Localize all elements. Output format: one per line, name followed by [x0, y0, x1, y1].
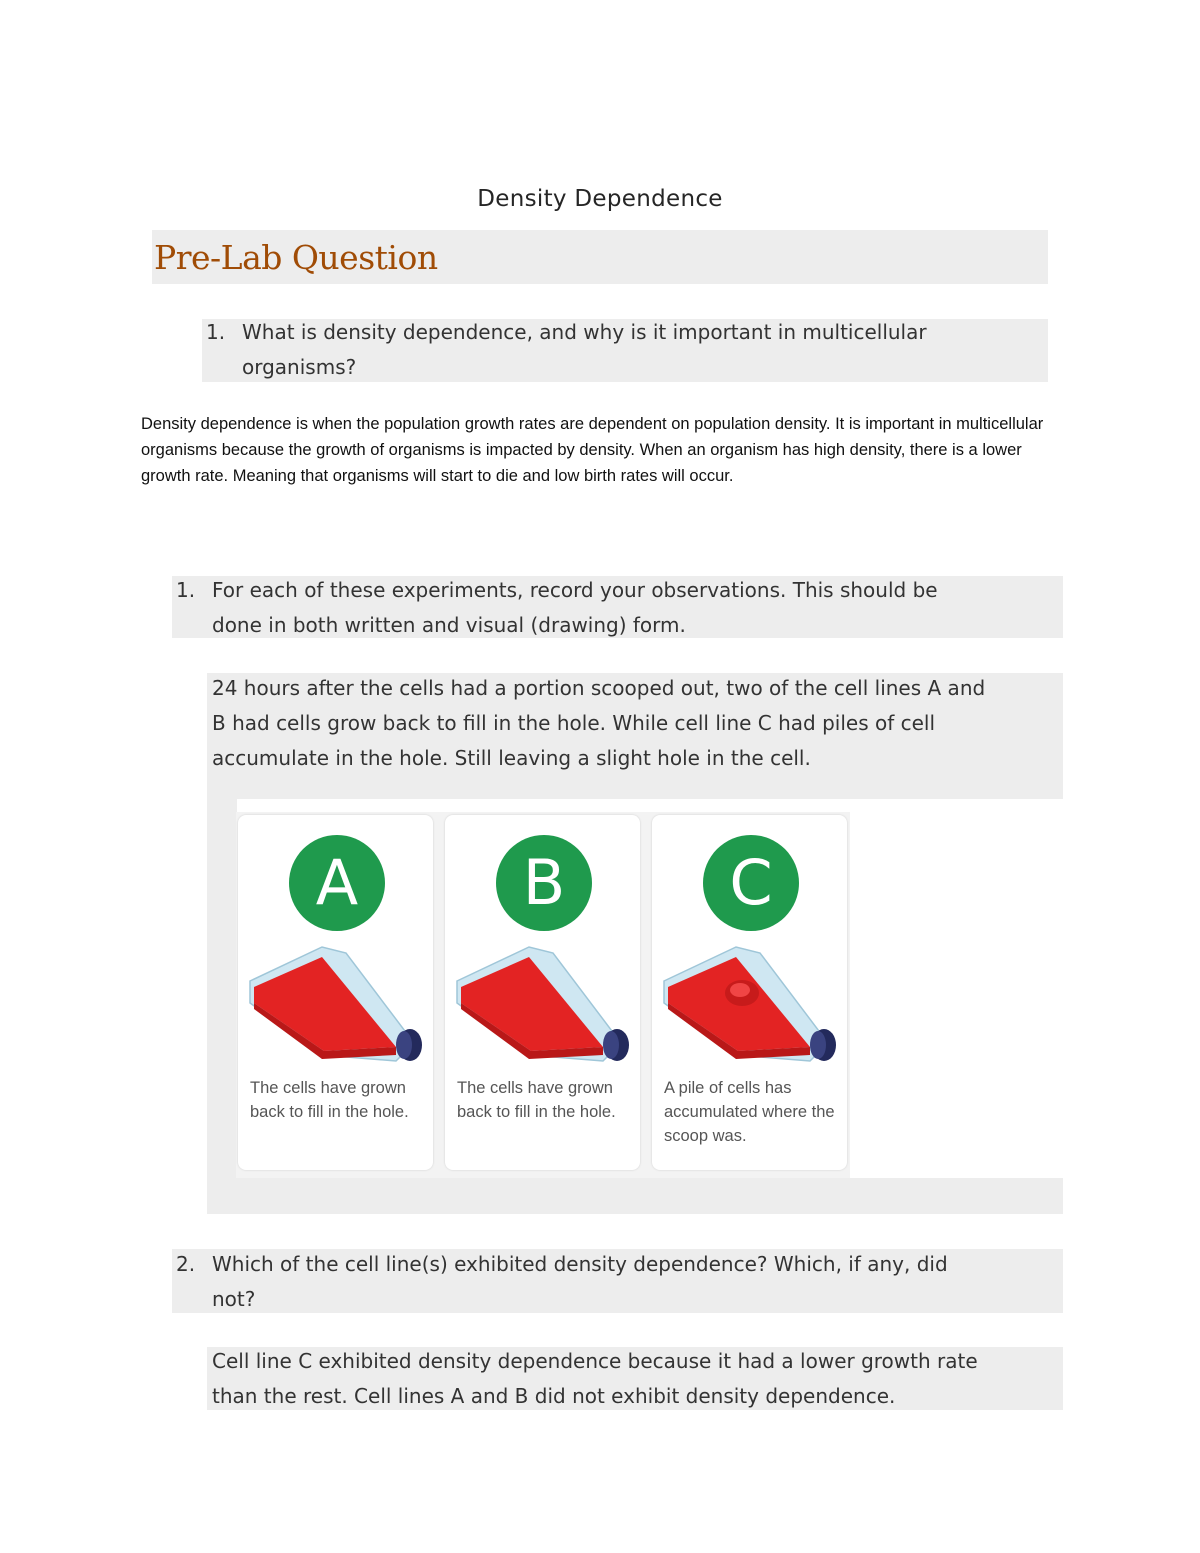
answer-line: Cell line C exhibited density dependence because it had a lower growth rate — [212, 1349, 978, 1373]
panel-caption: The cells have grown back to fill in the hole. — [457, 1079, 616, 1121]
panel-caption: A pile of cells has accumulated where the scoop was. — [664, 1079, 835, 1145]
answer-line: B had cells grow back to fill in the hole. While cell line C had piles of cell — [212, 711, 936, 735]
answer-line: 24 hours after the cells had a portion scooped out, two of the cell lines A and — [212, 676, 986, 700]
document-title: Density Dependence — [477, 186, 723, 212]
question-line: What is density dependence, and why is it important in multicellular — [242, 320, 927, 344]
image-frame-bottom — [207, 1178, 1063, 1214]
panel-caption: The cells have grown back to fill in the hole. — [250, 1079, 409, 1121]
question-line: done in both written and visual (drawing) form. — [212, 613, 686, 637]
question-number: 2. — [176, 1252, 196, 1276]
question-number: 1. — [206, 320, 226, 344]
question-line: organisms? — [242, 355, 357, 379]
prelab-answer: Density dependence is when the population growth rates are dependent on population density. It is important in multicellular organisms because the growth of organisms is impacted by density. When an organism has high density, there is a lower growth rate. Meaning that organisms will start to die and low birth rates will occur. — [141, 415, 1044, 485]
badge-letter: B — [496, 835, 592, 931]
cell-culture-flask-icon — [660, 943, 840, 1068]
panel-c — [652, 815, 847, 1170]
cell-culture-flask-icon — [453, 943, 633, 1068]
question-line: For each of these experiments, record your observations. This should be — [212, 578, 938, 602]
panel-a — [238, 815, 433, 1170]
badge-letter: A — [289, 835, 385, 931]
image-frame-right — [849, 799, 1063, 1179]
image-frame-left — [207, 799, 237, 1179]
question-line: Which of the cell line(s) exhibited density dependence? Which, if any, did — [212, 1252, 948, 1276]
section-heading: Pre-Lab Question — [154, 238, 438, 277]
answer-line: than the rest. Cell lines A and B did not exhibit density dependence. — [212, 1384, 896, 1408]
question-line: not? — [212, 1287, 256, 1311]
answer-line: accumulate in the hole. Still leaving a slight hole in the cell. — [212, 746, 811, 770]
cell-culture-flask-icon — [246, 943, 426, 1068]
panel-b — [445, 815, 640, 1170]
question-number: 1. — [176, 578, 196, 602]
badge-letter: C — [703, 835, 799, 931]
